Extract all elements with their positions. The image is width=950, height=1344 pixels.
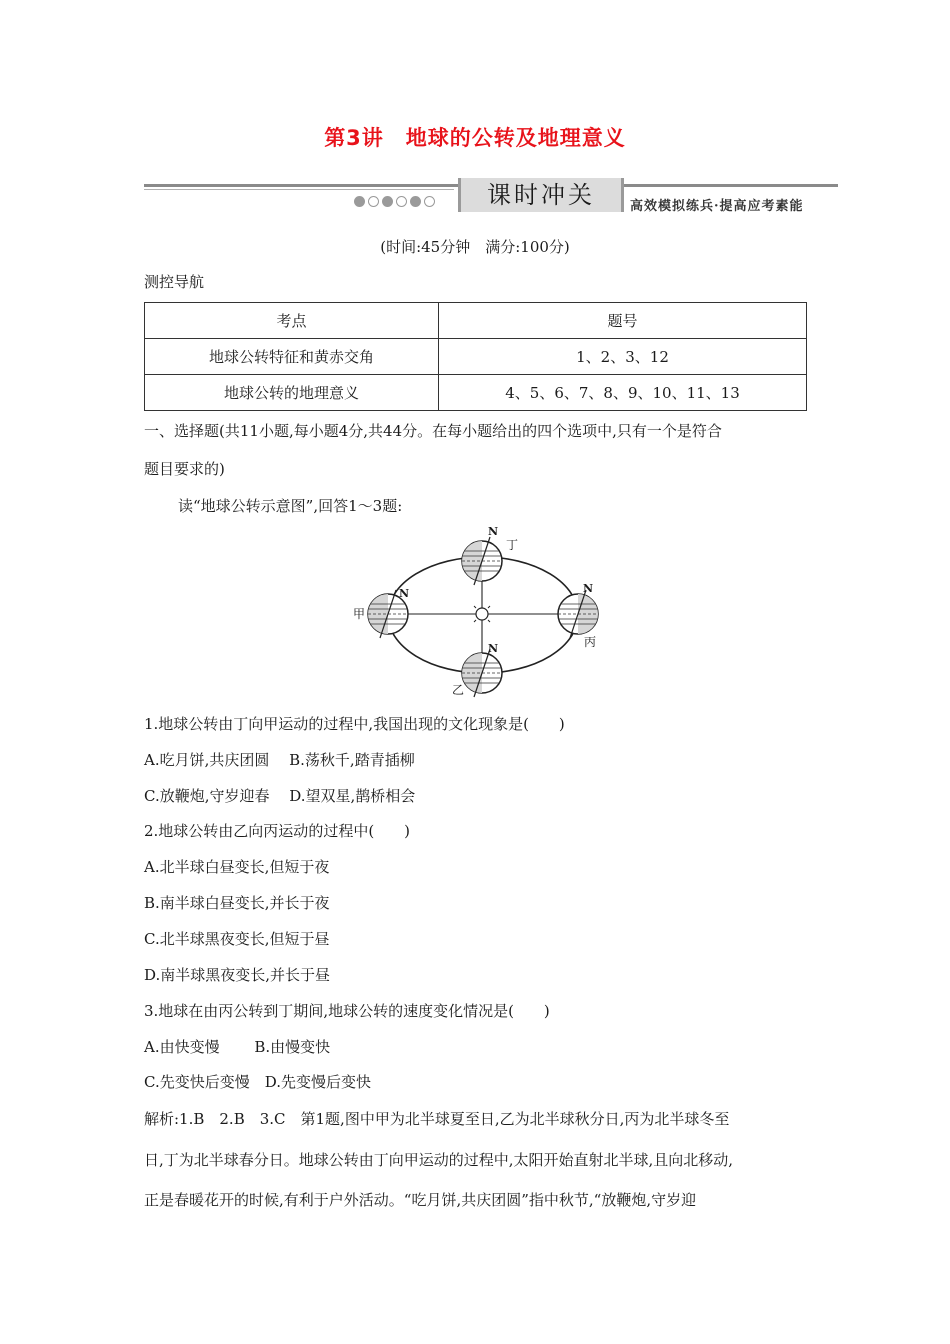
question-2-option: B.南半球白昼变长,并长于夜	[144, 894, 330, 912]
question-1-option: A.吃月饼,共庆团圆 B.荡秋千,踏青插柳	[144, 751, 415, 769]
table-cell: 1、2、3、12	[439, 339, 807, 375]
table-row	[145, 339, 807, 375]
section-intro-line: 题目要求的)	[144, 460, 225, 478]
question-2-option: D.南半球黑夜变长,并长于昼	[144, 966, 331, 984]
table-header-cell: 考点	[145, 303, 439, 339]
north-label: N	[488, 642, 499, 655]
table-header-cell: 题号	[439, 303, 807, 339]
earth-top-icon	[462, 537, 502, 585]
table-cell: 地球公转的地理意义	[145, 375, 439, 411]
nav-heading: 测控导航	[144, 273, 205, 291]
table-cell: 地球公转特征和黄赤交角	[145, 339, 439, 375]
label-bing: 丙	[584, 635, 597, 649]
north-label: N	[583, 582, 594, 595]
banner-subtitle: 高效模拟练兵·提高应考素能	[630, 199, 804, 214]
analysis-line: 正是春暖花开的时候,有利于户外活动。“吃月饼,共庆团圆”指中秋节,“放鞭炮,守岁迎	[144, 1191, 697, 1209]
label-jia: 甲	[353, 607, 366, 621]
question-2-stem: 2.地球公转由乙向丙运动的过程中( )	[144, 822, 411, 840]
earth-right-icon	[558, 590, 598, 638]
earth-bottom-icon	[462, 649, 502, 697]
banner-dots	[354, 196, 435, 207]
banner-rule-thin	[144, 189, 454, 190]
nav-table	[144, 302, 807, 411]
question-3-option: A.由快变慢 B.由慢变快	[144, 1038, 331, 1056]
north-label: N	[488, 525, 499, 538]
dot-icon	[368, 196, 379, 207]
question-2-option: C.北半球黑夜变长,但短于昼	[144, 930, 330, 948]
table-header-row	[145, 303, 807, 339]
label-yi: 乙	[452, 683, 465, 697]
analysis-line: 日,丁为北半球春分日。地球公转由丁向甲运动的过程中,太阳开始直射北半球,且向北移动,	[144, 1151, 734, 1169]
time-info: (时间:45分钟 满分:100分)	[380, 238, 570, 256]
page-title: 第3讲 地球的公转及地理意义	[324, 126, 626, 150]
section-intro-line: 一、选择题(共11小题,每小题4分,共44分。在每小题给出的四个选项中,只有一个是符合	[144, 422, 722, 440]
dot-icon	[382, 196, 393, 207]
question-3-option: C.先变快后变慢 D.先变慢后变快	[144, 1073, 371, 1091]
question-3-stem: 3.地球在由丙公转到丁期间,地球公转的速度变化情况是( )	[144, 1002, 550, 1020]
dot-icon	[424, 196, 435, 207]
dot-icon	[354, 196, 365, 207]
read-prompt: 读“地球公转示意图”,回答1～3题:	[178, 497, 403, 515]
dot-icon	[410, 196, 421, 207]
table-cell: 4、5、6、7、8、9、10、11、13	[439, 375, 807, 411]
table-row	[145, 375, 807, 411]
label-ding: 丁	[506, 538, 519, 552]
question-1-stem: 1.地球公转由丁向甲运动的过程中,我国出现的文化现象是( )	[144, 715, 565, 733]
north-label: N	[399, 587, 410, 600]
question-2-option: A.北半球白昼变长,但短于夜	[144, 858, 330, 876]
orbit-diagram	[340, 518, 610, 702]
banner-label: 课时冲关	[458, 178, 624, 212]
question-1-option: C.放鞭炮,守岁迎春 D.望双星,鹊桥相会	[144, 787, 416, 805]
analysis-line: 解析:1.B 2.B 3.C 第1题,图中甲为北半球夏至日,乙为北半球秋分日,丙为北半球冬至	[144, 1110, 730, 1128]
dot-icon	[396, 196, 407, 207]
